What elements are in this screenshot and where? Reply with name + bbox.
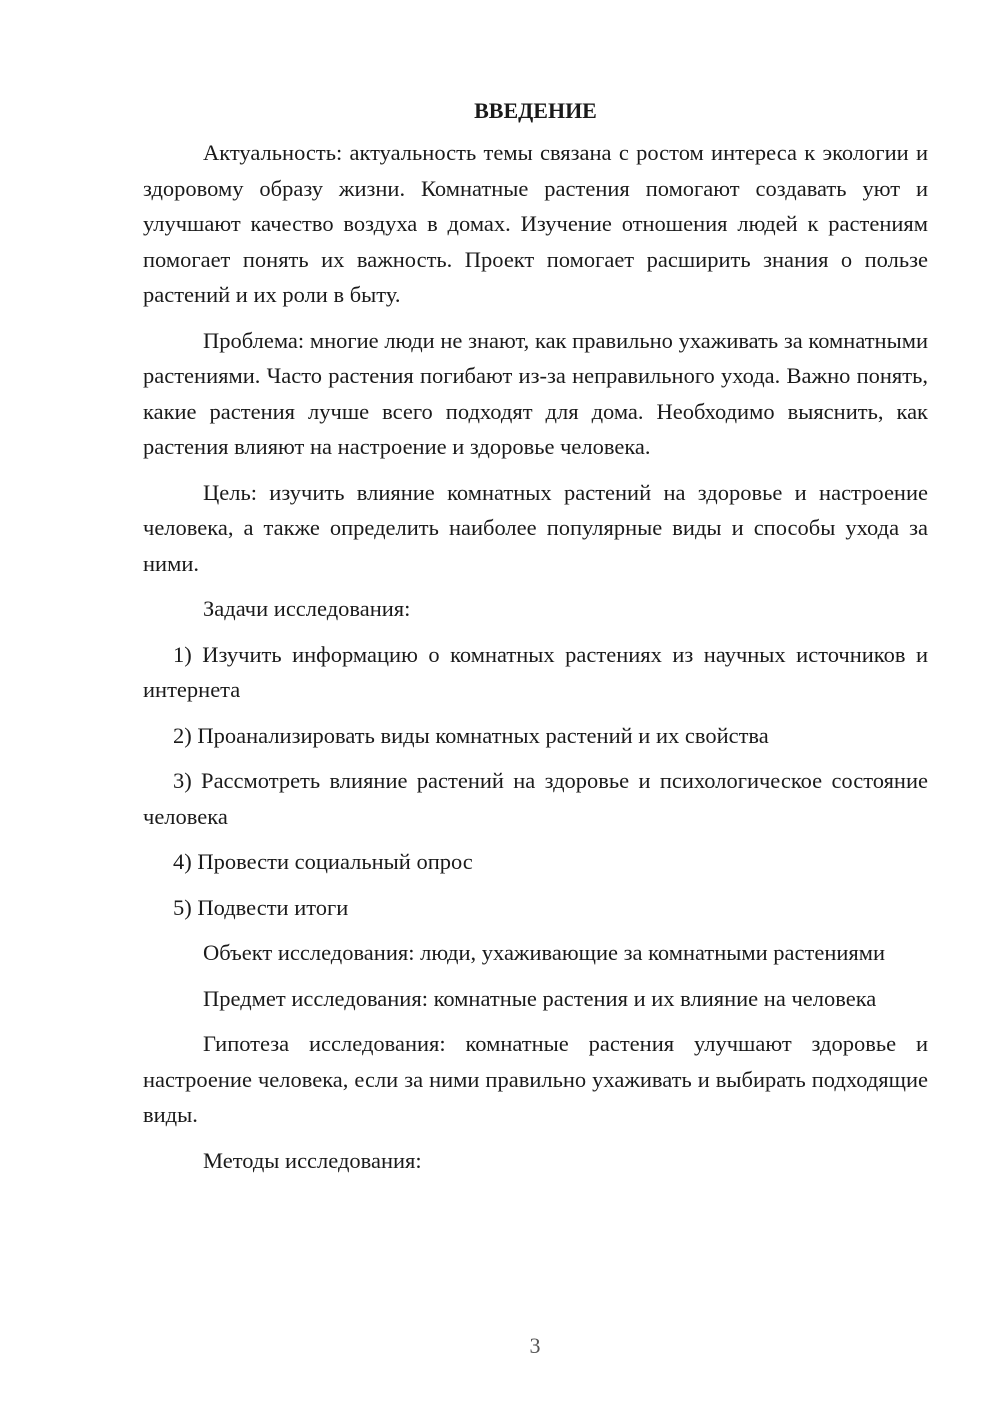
- tasks-heading: Задачи исследования:: [203, 596, 411, 621]
- page-number: 3: [529, 1333, 541, 1358]
- document-body: [143, 96, 928, 1188]
- research-object-paragraph: Объект исследования: люди, ухаживающие за комнатными растениями: [203, 940, 886, 965]
- task-item-2: 2) Проанализировать виды комнатных растений и их свойства: [173, 722, 769, 748]
- task-item-5: 5) Подвести итоги: [173, 894, 349, 920]
- hypothesis-paragraph: Гипотеза исследования: комнатные растения улучшают здоровье и настроение человека, если за ними правильно ухаживать и выбирать подходящие виды.: [143, 1031, 928, 1127]
- research-subject-paragraph: Предмет исследования: комнатные растения и их влияние на человека: [203, 985, 877, 1011]
- task-item-4: 4) Провести социальный опрос: [173, 849, 473, 874]
- problem-paragraph: Проблема: многие люди не знают, как правильно ухаживать за комнатными растениями. Часто растения погибают из-за неправильного ухода. Важно понять, какие растения лучше всего подходят для дома. Необходимо выяснить, как растения влияют на настроение и здоровье человека.: [143, 327, 928, 459]
- task-item-1: 1) Изучить информацию о комнатных растениях из научных источников и интернета: [143, 641, 928, 702]
- methods-heading: Методы исследования:: [203, 1147, 422, 1173]
- page-title: ВВЕДЕНИЕ: [474, 98, 597, 123]
- task-item-3: 3) Рассмотреть влияние растений на здоровье и психологическое состояние человека: [143, 768, 928, 829]
- relevance-paragraph: Актуальность: актуальность темы связана с ростом интереса к экологии и здоровому образу жизни. Комнатные растения помогают создавать уют и улучшают качество воздуха в домах. Изучение отношения людей к растениям помогает понять их важность. Проект помогает расширить знания о пользе растений и их роли в быту.: [143, 140, 928, 307]
- goal-paragraph: Цель: изучить влияние комнатных растений на здоровье и настроение человека, а также определить наиболее популярные виды и способы ухода за ними.: [143, 479, 928, 576]
